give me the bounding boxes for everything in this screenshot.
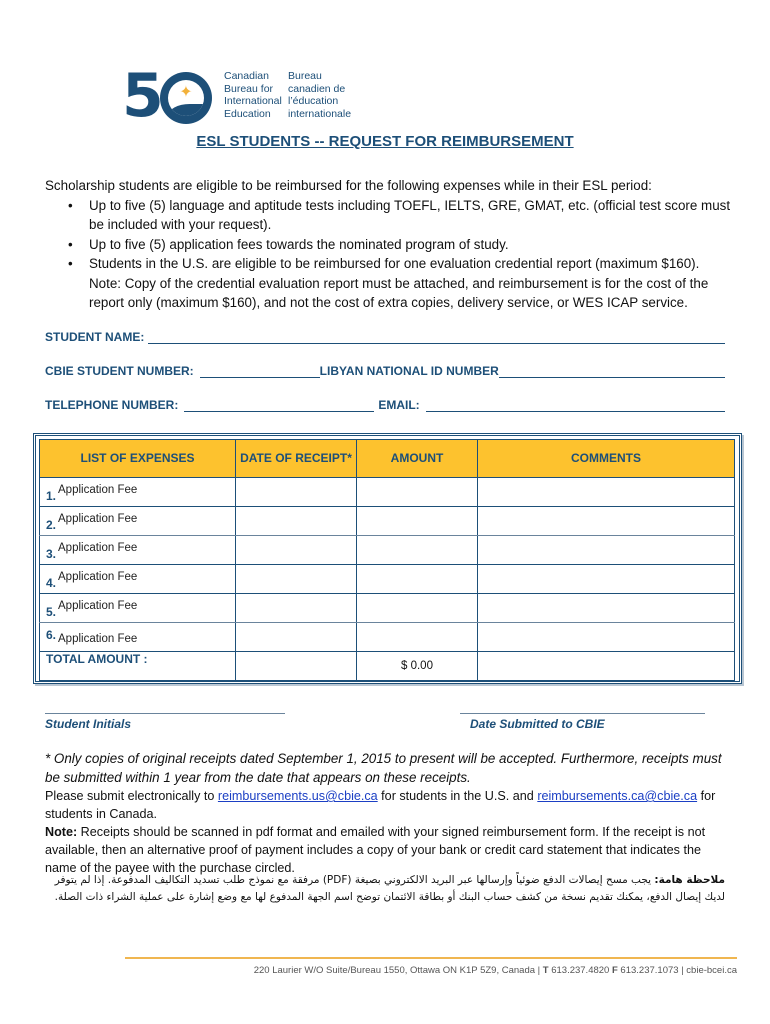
email-field[interactable] (426, 398, 725, 412)
arabic-note (45, 872, 725, 906)
amount-cell[interactable] (357, 507, 478, 536)
expenses-table (39, 439, 735, 681)
telephone-label: TELEPHONE NUMBER: (45, 398, 179, 412)
expense-item-cell[interactable]: 6. Application Fee (40, 623, 236, 652)
date-submitted-line[interactable] (460, 713, 705, 731)
comments-cell[interactable] (478, 565, 735, 594)
total-amount-value: $ 0.00 (357, 652, 478, 681)
libyan-id-label: LIBYAN NATIONAL ID NUMBER (319, 364, 499, 378)
header-date-of-receipt: DATE OF RECEIPT* (236, 440, 357, 478)
comments-cell[interactable] (478, 623, 735, 652)
table-header-row (40, 440, 735, 478)
comments-cell[interactable] (478, 536, 735, 565)
total-comments-cell (478, 652, 735, 681)
eligibility-item: • Up to five (5) application fees towards the nominated program of study. (89, 235, 735, 255)
table-row (40, 478, 735, 507)
maple-leaf-icon: ✦ (179, 84, 193, 101)
total-date-cell (236, 652, 357, 681)
eligibility-item: • Students in the U.S. are eligible to be reimbursed for one evaluation credential report (maximum $160). Note: Copy of the credential evaluation report must be attached, and reimbursement is for the cost of the report only (maximum $160), and not the cost of extra copies, delivery service, or WES ICAP service. (89, 254, 735, 313)
student-initials-line[interactable] (45, 713, 285, 731)
amount-cell[interactable] (357, 478, 478, 507)
expense-item-cell[interactable]: 5. Application Fee (40, 594, 236, 623)
note-label: Note: (45, 825, 78, 839)
logo-text-english: Canadian Bureau for International Education (224, 70, 282, 120)
eligibility-intro (45, 176, 735, 313)
expense-item-cell[interactable]: 2. Application Fee (40, 507, 236, 536)
header-list-of-expenses: LIST OF EXPENSES (40, 440, 236, 478)
total-label: TOTAL AMOUNT : (40, 652, 236, 681)
amount-cell[interactable] (357, 536, 478, 565)
date-cell[interactable] (236, 507, 357, 536)
comments-cell[interactable] (478, 507, 735, 536)
intro-lead: Scholarship students are eligible to be reimbursed for the following expenses while in their ESL period: (45, 178, 652, 193)
student-name-row (45, 330, 725, 344)
date-cell[interactable] (236, 594, 357, 623)
page-title: ESL STUDENTS -- REQUEST FOR REIMBURSEMENT (196, 133, 574, 150)
student-name-field[interactable] (148, 330, 725, 344)
email-link-ca[interactable]: reimbursements.ca@cbie.ca (537, 789, 698, 803)
arabic-note-label: ملاحظة هامة: (654, 874, 725, 886)
footer-address: 220 Laurier W/O Suite/Bureau 1550, Ottawa ON K1P 5Z9, Canada | T 613.237.4820 F 613.237.1073 | cbie-bcei.ca (253, 965, 737, 976)
scan-note: Note: Receipts should be scanned in pdf format and emailed with your signed reimbursement form. If the receipt is not available, then an alternative proof of payment includes a copy of your bank or credit card statement that indicates the name of the payee with the purchase circled. (45, 825, 706, 875)
date-cell[interactable] (236, 478, 357, 507)
arabic-note-text: يجب مسح إيصالات الدفع ضوئياً وإرسالها عبر البريد الالكتروني بصيغة (PDF) مرفقة مع نموذج طلب تسديد التكاليف المدفوعة. إذا لم يتوفر لديك إيصال الدفع، يمكنك تقديم نسخة من كشف حساب البنك أو بطاقة الائتمان توضح اسم الجهة المدفوع لها مع وضع إشارة على عملية الشراء ذات الصلة. (54, 874, 725, 903)
footer-website: cbie-bcei.ca (686, 965, 737, 976)
header-comments: COMMENTS (478, 440, 735, 478)
id-numbers-row (45, 364, 725, 378)
student-initials-label: Student Initials (45, 717, 132, 731)
date-cell[interactable] (236, 623, 357, 652)
table-row (40, 594, 735, 623)
table-row (40, 565, 735, 594)
student-name-label: STUDENT NAME: (45, 330, 145, 344)
comments-cell[interactable] (478, 594, 735, 623)
eligibility-list (45, 196, 735, 313)
date-cell[interactable] (236, 536, 357, 565)
expense-item-cell[interactable]: 3. Application Fee (40, 536, 236, 565)
logo-text-french: Bureau canadien de l’éducation internationale (288, 70, 352, 120)
date-submitted-label: Date Submitted to CBIE (470, 717, 605, 731)
cbie-number-label: CBIE STUDENT NUMBER: (45, 364, 194, 378)
amount-cell[interactable] (357, 565, 478, 594)
email-label: EMAIL: (378, 398, 420, 412)
expenses-table-frame (33, 433, 742, 684)
telephone-field[interactable] (184, 398, 374, 412)
expense-item-cell[interactable]: 4. Application Fee (40, 565, 236, 594)
expense-item-cell[interactable]: 1. Application Fee (40, 478, 236, 507)
contact-row (45, 398, 725, 412)
total-row (40, 652, 735, 681)
date-cell[interactable] (236, 565, 357, 594)
libyan-id-field[interactable] (499, 364, 725, 378)
amount-cell[interactable] (357, 623, 478, 652)
cbie-number-field[interactable] (200, 364, 320, 378)
logo-emblem-icon (160, 72, 212, 124)
submission-instructions: Please submit electronically to reimbursements.us@cbie.ca for students in the U.S. and reimbursements.ca@cbie.ca for students in Canada. (45, 789, 716, 821)
comments-cell[interactable] (478, 478, 735, 507)
eligibility-item: • Up to five (5) language and aptitude tests including TOEFL, IELTS, GRE, GMAT, etc. (official test score must be included with your request). (89, 196, 735, 235)
header-amount: AMOUNT (357, 440, 478, 478)
submission-notes (45, 749, 735, 877)
table-row (40, 536, 735, 565)
amount-cell[interactable] (357, 594, 478, 623)
table-row (40, 623, 735, 652)
cbie-50-logo: 5 ✦ Canadian Bureau for International Education Bureau canadien de l’éducation internationale (122, 61, 352, 131)
table-row (40, 507, 735, 536)
footer-divider (125, 957, 737, 959)
receipts-policy-note: * Only copies of original receipts dated September 1, 2015 to present will be accepted. Furthermore, receipts must be submitted within 1 year from the date that appears on these receipts. (45, 751, 722, 785)
email-link-us[interactable]: reimbursements.us@cbie.ca (217, 789, 378, 803)
